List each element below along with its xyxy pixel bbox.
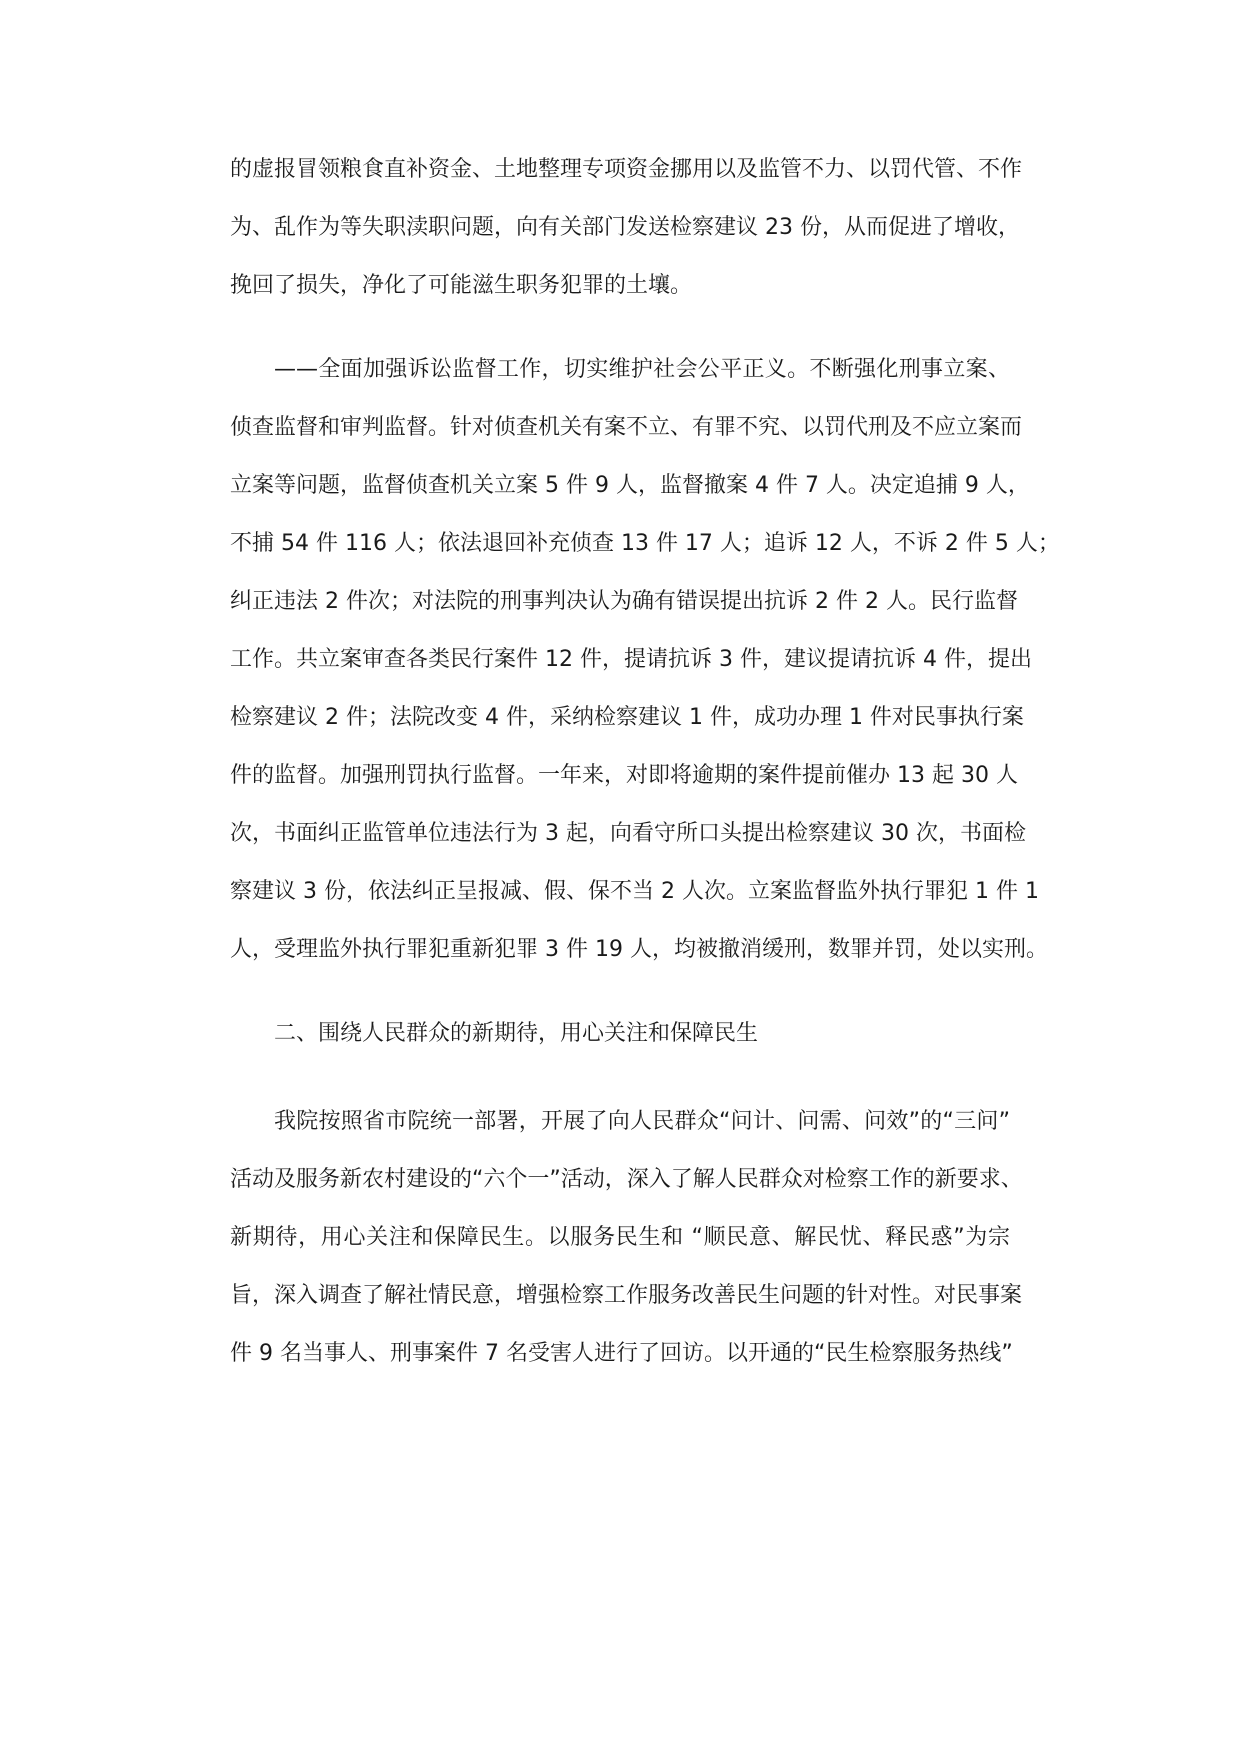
- section-heading: [230, 1017, 1010, 1051]
- text-line: 工作。共立案审查各类民行案件 12 件，提请抗诉 3 件，建议提请抗诉 4 件，提出: [230, 647, 1032, 672]
- text-line: 不捕 54 件 116 人；依法退回补充侦查 13 件 17 人；追诉 12 人，不诉 2 件 5 人；: [230, 531, 1060, 556]
- text-line: 检察建议 2 件；法院改变 4 件，采纳检察建议 1 件，成功办理 1 件对民事执行案: [230, 705, 1024, 730]
- text-line: 挽回了损失，净化了可能滋生职务犯罪的土壤。: [230, 273, 693, 298]
- text-line: 旨，深入调查了解社情民意，增强检察工作服务改善民生问题的针对性。对民事案: [230, 1283, 1023, 1308]
- text-line: 侦查监督和审判监督。针对侦查机关有案不立、有罪不究、以罚代刑及不应立案而: [230, 415, 1023, 440]
- text-line: 为、乱作为等失职渎职问题，向有关部门发送检察建议 23 份，从而促进了增收，: [230, 215, 1020, 240]
- text-line: 人，受理监外执行罪犯重新犯罪 3 件 19 人，均被撤消缓刑，数罪并罚，处以实刑。: [230, 937, 1048, 962]
- text-line: 我院按照省市院统一部署，开展了向人民群众“问计、问需、问效”的“三问”: [274, 1109, 1010, 1134]
- paragraph-2: [230, 353, 1060, 967]
- text-line: 纠正违法 2 件次；对法院的刑事判决认为确有错误提出抗诉 2 件 2 人。民行监督: [230, 589, 1018, 614]
- text-line: 的虚报冒领粮食直补资金、土地整理专项资金挪用以及监管不力、以罚代管、不作: [230, 157, 1023, 182]
- text-line: 察建议 3 份，依法纠正呈报减、假、保不当 2 人次。立案监督监外执行罪犯 1 件 1: [230, 879, 1039, 904]
- text-line: 件 9 名当事人、刑事案件 7 名受害人进行了回访。以开通的“民生检察服务热线”: [230, 1341, 1013, 1366]
- paragraph-3: [230, 1105, 1023, 1371]
- text-line: ——全面加强诉讼监督工作，切实维护社会公平正义。不断强化刑事立案、: [274, 357, 1010, 382]
- text-line: 件的监督。加强刑罚执行监督。一年来，对即将逾期的案件提前催办 13 起 30 人: [230, 763, 1018, 788]
- text-line: 活动及服务新农村建设的“六个一”活动，深入了解人民群众对检察工作的新要求、: [230, 1167, 1023, 1192]
- heading-text: 二、围绕人民群众的新期待，用心关注和保障民生: [274, 1021, 759, 1046]
- text-line: 新期待，用心关注和保障民生。以服务民生和 “顺民意、解民忧、释民惑”为宗: [230, 1225, 1010, 1250]
- text-line: 次，书面纠正监管单位违法行为 3 起，向看守所口头提出检察建议 30 次，书面检: [230, 821, 1026, 846]
- paragraph-1: [230, 153, 1023, 303]
- text-line: 立案等问题，监督侦查机关立案 5 件 9 人，监督撤案 4 件 7 人。决定追捕 9 人，: [230, 473, 1030, 498]
